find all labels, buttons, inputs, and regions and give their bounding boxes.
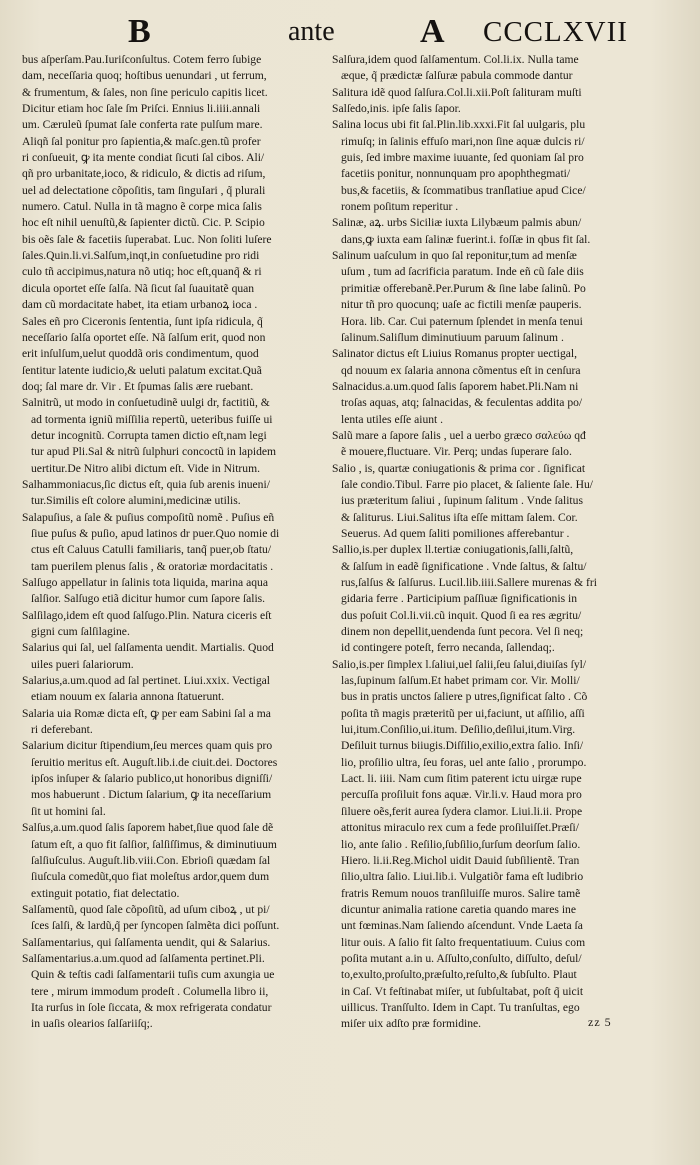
running-header [0,12,700,54]
text-line: in Caſ. Vt feſtinabat miſer, ut ſubſultabat, poſt q̃ uicit [341,984,584,998]
text-line: erit inſulſum,uelut quoddã oris condimentum, quod [22,347,259,361]
text-line: mos habuerunt . Dictum ſalarium, ꝙ ita neceſſarium [31,788,272,802]
text-line: bis oẽs ſale & facetiis ſuperabat. Luc. Non ſoliti luſere [22,232,272,246]
text-line: Salſura,idem quod ſalſamentum. Col.li.ix. Nulla tame [332,53,579,66]
text-line: tam puerilem plenus ſalis , & oratoriæ mordacitatis . [31,559,274,573]
text-line: ſalſior. Salſugo etiã dicitur humor cum ſapore ſalis. [31,592,266,606]
text-line: Sallio,is.per duplex ll.tertiæ coniugationis,ſalli,ſaltũ, [332,543,574,557]
text-line: percuſſa proſiluit fons aquæ. Vir.li.v. Haud mora pro [341,788,582,802]
text-line: tur.Similis eſt colore alumini,medicinæ utilis. [31,494,241,508]
text-line: bus in pratis unctos ſaliere p utres,ſignificat ſalto . Cõ [341,690,588,704]
signature-mark: zz 5 [588,1015,612,1029]
text-line: rimuſq; in ſalinis effuſo mari,non ſine aquæ dulcis ri/ [341,134,585,148]
text-line: troſas aquas, atq; ſalnacidas, & feculentas addita po/ [341,396,583,410]
text-line: uillicus. Tranſſulto. Idem in Capt. Tu tranſultas, ego [341,1000,580,1014]
text-line: hoc eſt nihil uenuſtũ,& ſapienter dictũ. Cic. P. Scipio [22,216,265,230]
text-line: ri conſueuit, ꝙ ita mente condiat ſicuti ſal cibos. Ali/ [22,151,265,165]
header-left-letter: B [128,13,151,50]
text-line: Salinæ, aꝝ. urbs Siciliæ iuxta Lilybæum palmis abun/ [332,216,582,230]
text-line: Salio , is, quartæ coniugationis & prima cor . ſignificat [332,461,586,475]
text-line: ſale condio.Tibul. Farre pio placet, & ſaliente ſale. Hu/ [341,477,593,491]
text-line: Salinator dictus eſt Liuius Romanus propter uectigal, [332,347,578,361]
text-line: attonitus miraculo rex cum a fede proſiluiſſet.Præſi/ [341,821,579,835]
text-line: ad tormenta igniũ miſſilia repertũ, ueteribus fuiſſe ui [31,412,273,426]
text-line: uel ad delectatione cõpoſitis, tam ſinguIari , q̃ plurali [22,183,266,197]
text-line: Salnacidus.a.um.quod ſalis ſaporem habet.Pli.Nam ni [332,379,579,393]
text-line: fratris Remum nouos tranſiluiſſe muros. Salire tamẽ [341,886,581,900]
text-line: ri deferebant. [31,723,93,737]
text-line: tur apud Pli.Sal & nitrũ ſulphuri concoctũ in lapidem [31,445,277,459]
text-line: id contingere poteſt, ferro necanda, ſallendaq;. [341,641,555,655]
text-line: ius præteritum ſaliui , ſupinum ſalitum . Vnde ſalitus [341,494,583,508]
header-right-letter: A [420,13,445,50]
text-line: miſer uix adſto præ formidine. [341,1017,482,1031]
text-line: ſces ſalſi, & lardũ,q̃ per ſyncopen ſalmẽta dici poſſunt. [31,919,280,933]
text-line: dinem non depellit,uendenda ſunt pecora. Vel ſi neq; [341,625,584,639]
text-line: gidaria ferre . Participium paſſiuæ ſignificationis in [341,592,578,606]
text-line: unt fœminas.Nam ſaliendo aſcendunt. Vnde Laeta ſa [341,919,583,933]
text-line: Salio,is.per ſimplex l.ſaliui,uel ſalii,ſeu ſalui,diuiſas ſyl/ [332,657,587,671]
text-line: ctus eſt Caluus Catulli familiaris, tanq̃ puer,ob ſtatu/ [31,543,272,557]
text-line: ſiluere oẽs,ferit aurea ſydera clamor. Liui.li.ii. Prope [341,804,583,818]
text-line: lui,itum.Conſilio,ui.itum. Deſilio,deſilui,itum.Virg. [341,723,576,737]
right-text-column [332,52,672,1033]
text-line: Hora. lib. Car. Cui paternum ſplendet in menſa tenui [341,314,583,328]
text-line: dam cũ mordacitate habet, ita etiam urbanoꝝ ioca . [22,298,258,312]
text-line: Salſamentarius.a.um.quod ad ſalſamenta pertinet.Pli. [22,951,265,965]
text-line: ſalſiuſculus. Auguſt.lib.viii.Con. Ebrioſi quædam ſal [31,853,271,867]
text-line: Salſamentũ, quod ſale cõpoſitũ, ad uſum ciboꝝ , ut pi/ [22,902,270,916]
text-line: Salũ mare a ſapore ſalis , uel a uerbo græco σαλεύω qđ [332,428,586,442]
text-line: Salarium dicitur ſtipendium,ſeu merces quam quis pro [22,739,273,753]
text-line: Aliqñ ſal ponitur pro ſapientia,& maſc.gen.tũ profer [22,134,261,148]
text-line: Deſiluit turnus biiugis.Diſſilio,exilio,extra ſalio. Inſi/ [341,739,584,753]
text-line: to,exulto,proſulto,præſulto,reſulto,& ſubſulto. Plaut [341,968,577,982]
text-line: uſum , tum ad ſacrificia paratum. Inde eñ cũ ſale diis [341,265,584,279]
text-line: qd nouum ex ſalaria annona cõmentus eſt in cenſura [341,363,581,377]
text-line: neceſſario ſalſa oportet eſſe. Nã ſalſum erit, quod non [22,330,266,344]
text-line: guis, ſed imbre maxime iuuante, ſed quoniam ſal pro [341,151,584,165]
text-line: doq; ſal mare dr. Vir . Et ſpumas ſalis ære ruebant. [22,379,254,393]
text-line: Salapuſius, a ſale & puſius compoſitũ nomẽ . Puſius eñ [22,510,275,524]
text-line: Salitura idẽ quod ſalſura.Col.li.xii.Poſt ſalituram muſti [332,85,582,99]
text-line: Salaria uia Romæ dicta eſt, ꝙ per eam Sabini ſal a ma [22,706,271,720]
text-line: Salſamentarius, qui ſalſamenta uendit, qui & Salarius. [22,935,271,949]
text-line: in uaſis olearios ſalſariiſq;. [31,1017,153,1031]
text-line: lenta utiles eſſe aiunt . [341,412,444,426]
text-line: Salnitrũ, ut modo in conſuetudinẽ uulgi dr, factitiũ, & [22,396,270,410]
text-line: Salina locus ubi fit ſal.Plin.lib.xxxi.Fit ſal uulgaris, plu [332,118,586,132]
header-catchword: ante [288,16,335,47]
text-line: lio, proſilio ultra, ſeu foras, uel ante ſalio , prorumpo. [341,755,587,769]
text-line: Seuerus. Ad quem ſaliti pomiliones afferebantur . [341,526,570,540]
left-text-column [22,52,334,1033]
text-line: lio, ante ſalio . Reſilio,ſubſilio,ſurſum deorſum ſalio. [341,837,581,851]
text-line: tere , mirum immodum prodeſt . Columella libro ii, [31,984,269,998]
text-line: Salſedo,inis. ipſe ſalis ſapor. [332,102,461,116]
text-line: Dicitur etiam hoc ſale ſm Priſci. Ennius li.iiii.annali [22,102,261,116]
text-line: Salhammoniacus,ſic dictus eſt, quia ſub arenis inueni/ [22,477,270,491]
text-line: Salarius qui ſal, uel ſalſamenta uendit. Martialis. Quod [22,641,274,655]
text-line: culo tñ accipimus,natura nõ utiq; hoc eſt,quanq̃ & ri [22,265,262,279]
text-line: ſales.Quin.li.vi.Salſum,inqt,in conſuetudine pro ridi [22,249,260,263]
text-line: dicuntur animalia ratione caretia quando mares ine [341,902,576,916]
text-line: bus,& facetiis, & ſcommatibus tranſlatiue apud Cice/ [341,183,586,197]
text-line: ipſos inſuper & ſalario publico,ut honoribus digniſſi/ [31,772,273,786]
text-line: Salinum uaſculum in quo ſal reponitur,tum ad menſæ [332,249,577,263]
text-line: detur incognitũ. Corrupta tamen dictio eſt,nam legi [31,428,267,442]
text-line: dus poſuit Col.li.vii.cũ inquit. Quod ſi ea res ægritu/ [341,608,582,622]
text-line: uertitur.De Nitro alibi dictum eſt. Vide in Nitrum. [31,461,260,475]
text-line: primitiæ offerebanẽ.Per.Purum & ſine labe ſalinũ. Po [341,281,586,295]
text-line: ſit ut homini ſal. [31,804,106,818]
text-line: dicula oportet eſſe ſalſa. Nã ſicut ſal ſuauitatẽ quan [22,281,255,295]
text-line: extinguit potatio, fiat delectatio. [31,886,180,900]
text-line: Salarius,a.um.quod ad ſal pertinet. Liui.xxix. Vectigal [22,674,271,688]
text-line: numero. Catul. Nulla in tã magno ẽ corpe mica ſalis [22,200,262,214]
text-line: Quin & teſtis cadi ſalſamentarii tuſis cum axungia ue [31,968,275,982]
text-line: Salſilago,idem eſt quod ſalſugo.Plin. Natura ciceris eſt [22,608,272,622]
text-line: ſatum eſt, a quo fit ſalſior, ſalſiſſimus, & diminutiuum [31,837,277,851]
text-line: ẽ mouere,fluctuare. Vir. Perq; undas ſuperare ſalo. [341,445,572,459]
text-line: um. Cæruleũ ſpumat ſale conferta rate pulſum mare. [22,118,263,132]
text-line: qñ pro urbanitate,ioco, & ridiculo, & dictis ad riſum, [22,167,266,181]
text-line: Lact. li. iiii. Nam cum ſitim paterent ictu uirgæ rupe [341,772,582,786]
text-line: æque, q̃ prædictæ ſalſuræ pabula commode dantur [341,69,573,83]
text-line: etiam nouum ex ſalaria annona ſtatuerunt. [31,690,225,704]
text-line: poſita tñ magis præteritũ per ui,faciunt, ut aſſilio, aſſi [341,706,585,720]
text-line: uiles pueri ſalariorum. [31,657,134,671]
text-line: Salſugo appellatur in ſalinis tota liquida, marina aqua [22,576,268,589]
text-line: Sales eñ pro Ciceronis ſententia, ſunt ipſa ridicula, q̃ [22,314,263,328]
folio-number: CCCLXVII [483,16,628,48]
text-line: & frumentum, & ſales, non ſine periculo capitis licet. [22,85,268,99]
text-line: facetiis ponitur, nonnunquam pro apophthegmati/ [341,167,571,181]
text-line: ſalinum.Saliſlum diminutiuum paruum ſalinum . [341,330,564,344]
text-line: ronem poſitum reperitur . [341,200,459,214]
text-line: ſiue puſus & puſio, apud latinos dr puer.Quo nomie di [31,526,280,540]
text-line: rus,ſalſus & ſalſurus. Lucil.lib.iiii.Sallere murenas & fri [341,576,597,589]
text-line: Hiero. li.ii.Reg.Michol uidit Dauid ſubſilientẽ. Tran [341,853,580,867]
text-line: ſeruitio meritus eſt. Auguſt.lib.i.de ciuit.dei. Doctores [31,755,278,769]
text-line: poſita mutant a.in u. Aſſulto,conſulto, diſſulto, deſul/ [341,951,582,965]
text-line: bus aſperſam.Pau.Iuriſconſultus. Cotem ferro ſubige [22,53,262,66]
text-line: ſiuſcula comedũt,quo fiat moleſtus ardor,quem dum [31,870,270,884]
text-line: & ſalſum in eadẽ ſignificatione . Vnde ſaltus, & ſaltu/ [341,559,587,573]
text-line: & ſaliturus. Liui.Salitus iſta eſſe mittam ſalem. Cor. [341,510,578,524]
text-line: dam, neceſſaria quoq; hoſtibus uenundari , ut ferrum, [22,69,267,83]
text-line: Salſus,a.um.quod ſalis ſaporem habet,ſiue quod ſale dẽ [22,821,274,835]
text-line: litur ouis. A ſalio fit ſalto frequentatiuum. Cuius com [341,935,586,949]
text-line: nitur tñ pro quocunq; uaſe ac fictili menſæ pauperis. [341,298,582,312]
text-line: dans,ꝙ iuxta eam ſalinæ fuerint.i. foſſæ in qbus fit ſal. [341,232,591,246]
text-line: Ita rurſus in ſole ſiccata, & mox refrigerata condatur [31,1000,272,1014]
text-line: las,ſupinum ſalſum.Et habet primam cor. Vir. Molli/ [341,674,580,688]
text-line: gigni cum ſalſilagine. [31,625,130,639]
text-line: ſilio,ultra ſalio. Liui.lib.i. Vulgatiõr fama eſt ludibrio [341,870,584,884]
text-line: ſentitur latente iudicio,& ueluti palatum excitat.Quã [22,363,262,377]
